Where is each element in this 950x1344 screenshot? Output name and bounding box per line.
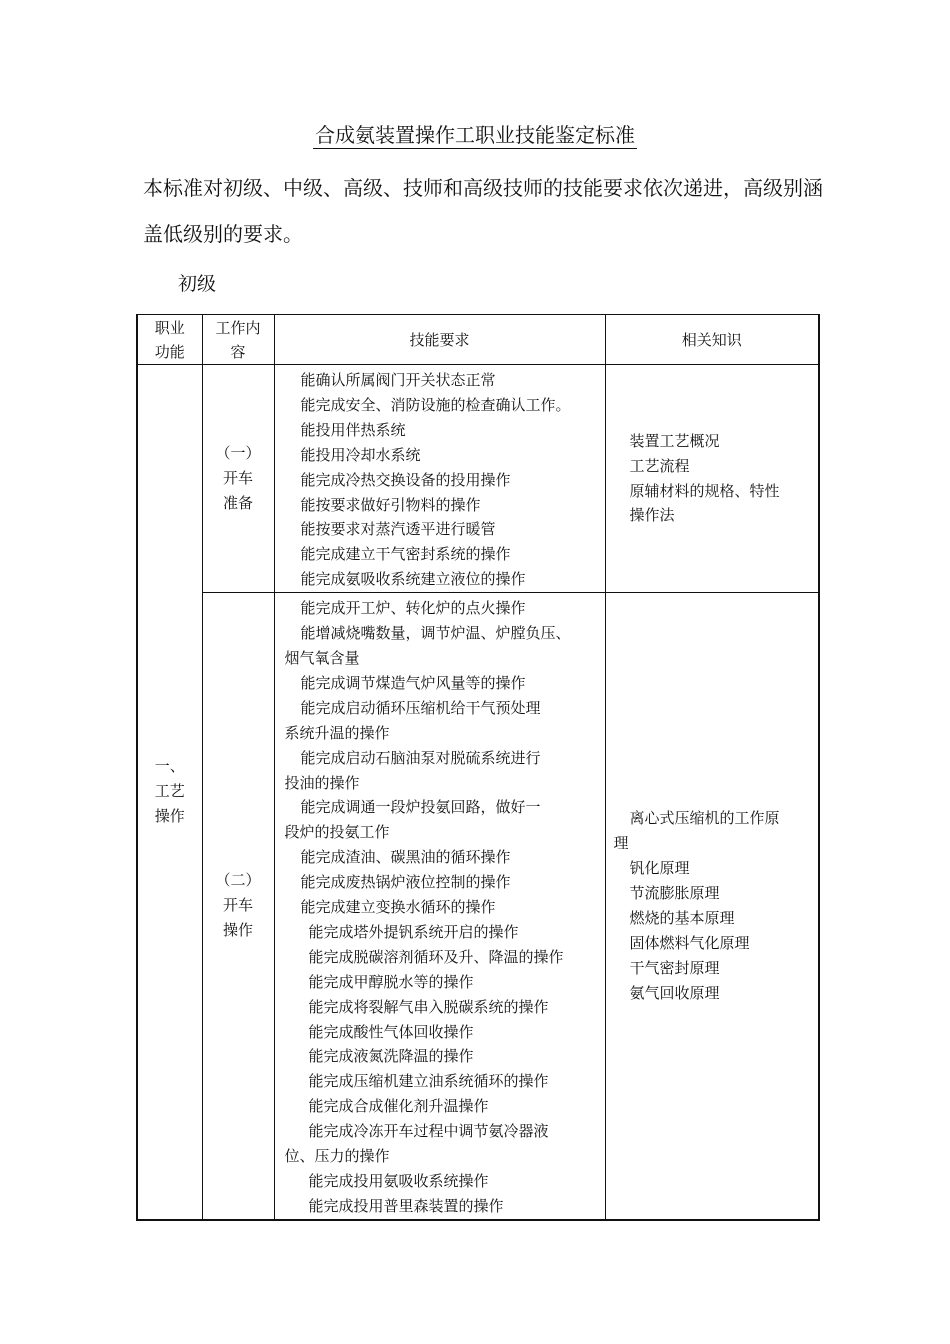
skill-line: 能确认所属阀门开关状态正常 (300, 371, 496, 389)
skill-line: 段炉的投氨工作 (284, 823, 390, 842)
work-label-line: 准备 (222, 494, 253, 513)
knowledge-line: 干气密封原理 (629, 958, 720, 977)
skill-line: 能完成投用氨吸收系统操作 (308, 1172, 489, 1190)
skill-line: 能完成冷冻开车过程中调节氨冷器液 (308, 1122, 549, 1141)
skill-line: 能完成启动循环压缩机给干气预处理 (300, 698, 541, 717)
document-title-text: 合成氨装置操作工职业技能鉴定标准 (315, 123, 635, 147)
skill-line: 能完成渣油、碳黑油的循环操作 (300, 848, 511, 867)
skills-cell-startup-prep (274, 365, 605, 593)
knowledge-line: 固体燃料气化原理 (629, 933, 750, 952)
skill-line: 能按要求对蒸汽透平进行暖管 (300, 520, 496, 539)
skills-cell-startup-operation (274, 593, 605, 1220)
work-label-line: 开车 (222, 469, 253, 488)
skill-line: 位、压力的操作 (284, 1147, 390, 1166)
skill-line: 能完成安全、消防设施的检查确认工作。 (300, 395, 571, 414)
skill-line: 能完成投用普里森装置的操作 (308, 1196, 504, 1215)
knowledge-line: 钒化原理 (629, 859, 690, 878)
function-cell (137, 365, 202, 1220)
skill-line: 能完成调节煤造气炉风量等的操作 (300, 673, 526, 692)
work-label-line: 操作 (222, 921, 253, 940)
skill-line: 能完成塔外提钒系统开启的操作 (308, 922, 519, 941)
skill-line: 能完成液氮洗降温的操作 (308, 1047, 474, 1066)
header-function-line: 功能 (154, 342, 185, 361)
skill-line: 能完成开工炉、转化炉的点火操作 (300, 599, 526, 618)
skill-line: 系统升温的操作 (284, 723, 390, 742)
function-label-line: 工艺 (154, 782, 185, 801)
header-work-line: 工作内 (215, 318, 261, 337)
header-function (137, 315, 202, 365)
header-knowledge: 相关知识 (605, 315, 819, 365)
knowledge-line: 氨气回收原理 (629, 983, 720, 1002)
skill-line: 能完成调通一段炉投氨回路，做好一 (300, 798, 541, 817)
skill-line: 能增减烧嘴数量，调节炉温、炉膛负压、 (300, 624, 571, 643)
skill-line: 能完成启动石脑油泵对脱硫系统进行 (300, 748, 541, 767)
skill-line: 能完成酸性气体回收操作 (308, 1022, 474, 1041)
skill-line: 能完成废热锅炉液位控制的操作 (300, 873, 511, 892)
level-heading: 初级 (178, 273, 217, 295)
knowledge-line: 原辅材料的规格、特性 (629, 481, 780, 500)
skill-line: 能完成压缩机建立油系统循环的操作 (308, 1072, 549, 1091)
skill-line: 能完成氨吸收系统建立液位的操作 (300, 570, 526, 589)
skill-line: 能完成建立变换水循环的操作 (300, 898, 496, 917)
knowledge-line: 燃烧的基本原理 (629, 908, 735, 927)
table-header-row (137, 315, 819, 365)
knowledge-line: 理 (613, 834, 629, 853)
work-label-line: （一） (215, 444, 261, 463)
function-label-line: 操作 (154, 807, 185, 826)
header-work (202, 315, 274, 365)
skill-line: 能完成建立干气密封系统的操作 (300, 545, 511, 564)
work-cell-startup-prep (202, 365, 274, 593)
knowledge-line: 离心式压缩机的工作原 (629, 809, 780, 828)
knowledge-cell-startup-operation (605, 593, 819, 1220)
skill-standard-table (136, 314, 820, 1221)
document-title (0, 120, 950, 150)
knowledge-line: 工艺流程 (629, 456, 690, 475)
work-label-line: （二） (215, 871, 261, 890)
work-label-line: 开车 (222, 896, 253, 915)
skill-line: 能完成冷热交换设备的投用操作 (300, 470, 511, 489)
header-skills: 技能要求 (274, 315, 605, 365)
work-cell-startup-operation (202, 593, 274, 1220)
skill-line: 能按要求做好引物料的操作 (300, 495, 481, 514)
skill-line: 能完成甲醇脱水等的操作 (308, 972, 474, 991)
header-work-line: 容 (230, 342, 246, 361)
skill-line: 能完成合成催化剂升温操作 (308, 1097, 489, 1116)
skill-line: 能投用冷却水系统 (300, 445, 421, 464)
function-label-line: 一、 (154, 757, 185, 776)
skill-line: 能投用伴热系统 (300, 420, 406, 439)
skill-line: 投油的操作 (284, 773, 360, 792)
knowledge-cell-startup-prep (605, 365, 819, 593)
knowledge-line: 操作法 (629, 506, 675, 525)
knowledge-line: 节流膨胀原理 (629, 884, 720, 903)
intro-paragraph: 本标准对初级、中级、高级、技师和高级技师的技能要求依次递进，高级别涵盖低级别的要求。 (143, 176, 823, 246)
header-function-line: 职业 (154, 318, 185, 337)
table-row (137, 365, 819, 593)
knowledge-line: 装置工艺概况 (629, 431, 720, 450)
skill-line: 能完成脱碳溶剂循环及升、降温的操作 (308, 947, 564, 966)
skill-line: 烟气氧含量 (284, 648, 360, 667)
table-row (137, 593, 819, 1220)
skill-line: 能完成将裂解气串入脱碳系统的操作 (308, 997, 549, 1016)
